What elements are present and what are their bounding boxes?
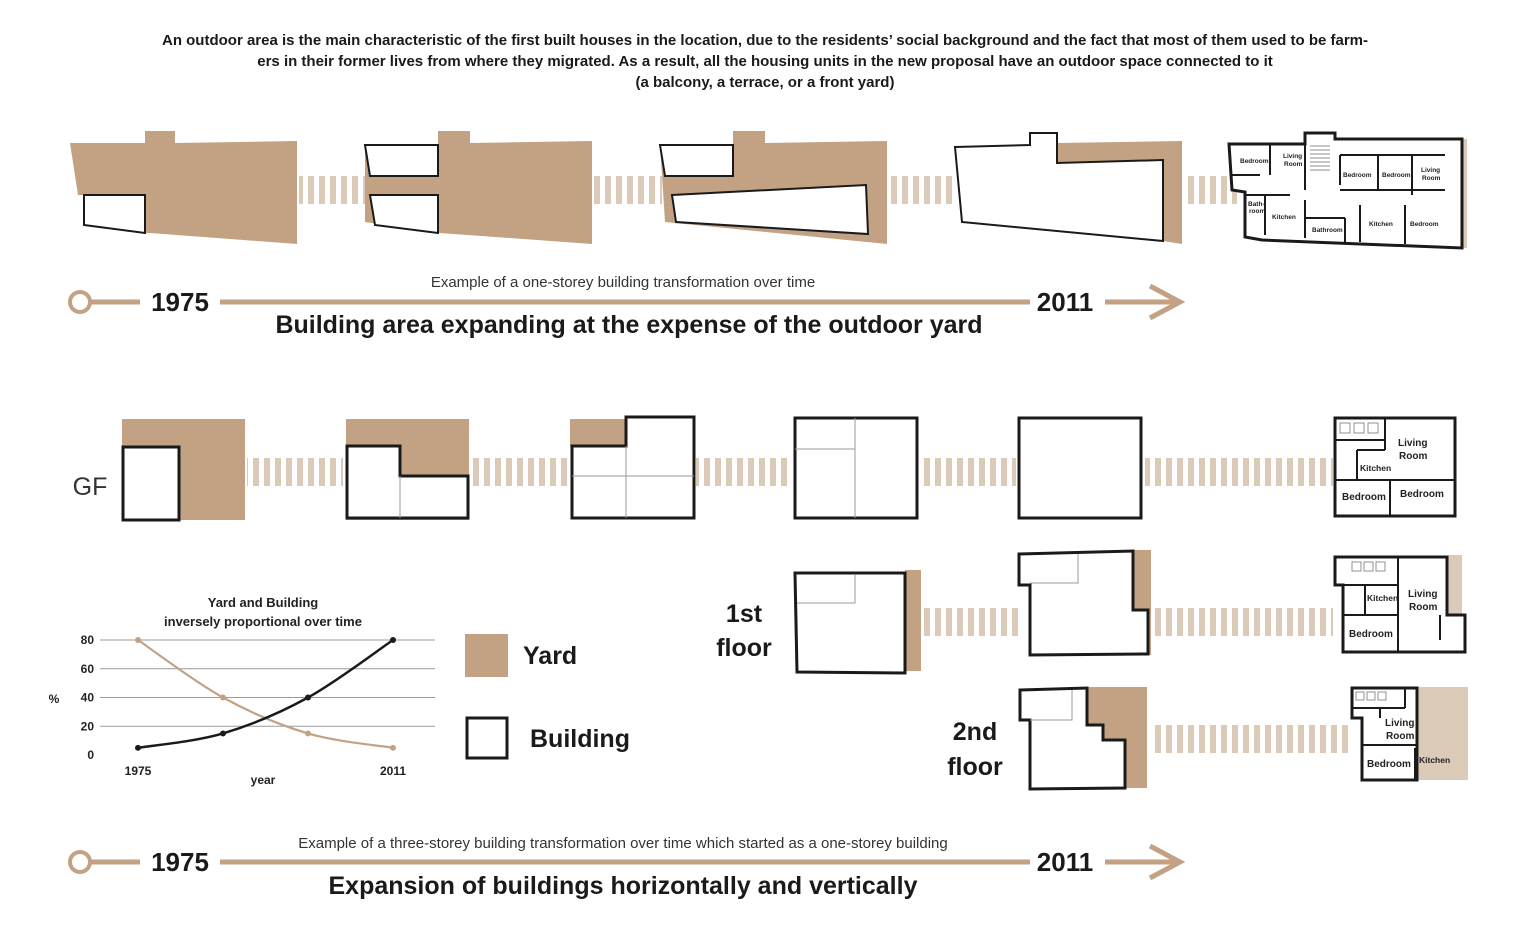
gf-plan-kitchen: Kitchen xyxy=(1360,463,1392,473)
sf-connector xyxy=(1150,725,1350,753)
chart-x-tick-label: 1975 xyxy=(124,764,152,778)
ff-stage2 xyxy=(1019,550,1151,655)
section2-start-year: 1975 xyxy=(151,847,209,877)
plan5-label-bedroom-4: Bedroom xyxy=(1410,221,1439,228)
gf-final-floorplan xyxy=(1335,418,1455,516)
plan2-building-b xyxy=(370,195,438,233)
chart-point-yard xyxy=(135,637,141,643)
chart-point-building xyxy=(220,730,226,736)
chart-y-tick-label: 40 xyxy=(80,690,94,705)
sf-plan-living-b: Room xyxy=(1386,731,1415,742)
plan5-2011-floorplan xyxy=(1229,133,1467,248)
plan2 xyxy=(365,131,592,244)
section2-second-floor xyxy=(947,687,1468,789)
gf-stage5 xyxy=(1019,418,1141,518)
connector-1 xyxy=(299,176,367,204)
gf-connector-3 xyxy=(696,458,792,486)
section2-ground-floor xyxy=(73,417,1455,520)
connector-2 xyxy=(594,176,662,204)
gf-label: GF xyxy=(72,473,108,501)
section1-plans xyxy=(70,131,1467,248)
chart-x-tick-label: 2011 xyxy=(379,764,407,778)
intro-line-3: (a balcony, a terrace, or a front yard) xyxy=(635,74,895,91)
gf-plan-living-a: Living xyxy=(1398,438,1428,449)
plan5-label-bedroom-3: Bedroom xyxy=(1382,172,1411,179)
gf4-building xyxy=(795,418,917,518)
ff1-building xyxy=(795,573,905,673)
plan5-label-living-2a: Living xyxy=(1421,167,1441,174)
gf-connector-5 xyxy=(1145,458,1333,486)
section1-subtitle: Example of a one-storey building transformation over time xyxy=(430,274,816,291)
section2-timeline xyxy=(70,835,1180,900)
ff-plan-kitchen: Kitchen xyxy=(1367,593,1399,603)
chart-ylabel: % xyxy=(48,692,60,706)
chart-y-tick-label: 60 xyxy=(80,661,94,676)
plan5-label-living-1b: Room xyxy=(1284,161,1303,168)
plan1-building xyxy=(84,195,145,233)
section1-start-year: 1975 xyxy=(151,287,209,317)
plan5-label-bath-b: room xyxy=(1249,208,1266,215)
chart-xlabel: year xyxy=(250,773,276,787)
legend-yard-swatch xyxy=(465,634,508,677)
ff1-yard xyxy=(905,570,921,671)
gf3-yard xyxy=(570,419,626,447)
second-floor-label-2: floor xyxy=(947,753,1003,781)
plan3 xyxy=(660,131,887,244)
gf1-building xyxy=(123,447,179,520)
section2-first-floor xyxy=(716,550,1465,673)
plan4 xyxy=(955,133,1182,244)
section2-heading: Expansion of buildings horizontally and vertically xyxy=(328,872,918,900)
plan2-building-a xyxy=(365,145,438,176)
sf-plan-terrace xyxy=(1418,687,1468,780)
timeline1-start-marker xyxy=(70,292,90,312)
timeline2-start-marker xyxy=(70,852,90,872)
chart-point-building xyxy=(135,745,141,751)
chart-point-yard xyxy=(220,695,226,701)
gf-connector-1 xyxy=(247,458,343,486)
plan3-building-a xyxy=(660,145,733,176)
gf5-building xyxy=(1019,418,1141,518)
chart-y-tick-label: 20 xyxy=(80,719,94,734)
gf-stage3 xyxy=(570,417,694,518)
plan5-label-bathroom: Bathroom xyxy=(1312,227,1343,234)
plan5-label-living-2b: Room xyxy=(1422,175,1441,182)
legend xyxy=(465,634,630,758)
section1-end-year: 2011 xyxy=(1036,287,1094,317)
yard-building-chart xyxy=(49,595,435,787)
sf-plan-kitchen: Kitchen xyxy=(1419,755,1451,765)
legend-building-swatch xyxy=(467,718,507,758)
chart-y-tick-label: 0 xyxy=(87,748,94,762)
gf-stage2 xyxy=(346,419,469,520)
ff-final-floorplan xyxy=(1335,555,1465,652)
chart-y-tick-label: 80 xyxy=(80,633,94,647)
gf-plan-living-b: Room xyxy=(1399,451,1428,462)
chart-point-yard xyxy=(305,730,311,736)
section2-end-year: 2011 xyxy=(1036,847,1094,877)
sf-stage xyxy=(1020,687,1147,789)
section1-timeline xyxy=(70,274,1180,339)
ff-plan-living-b: Room xyxy=(1409,602,1438,613)
gf-plan-bedroom-1: Bedroom xyxy=(1342,492,1386,503)
gf-plan-bedroom-2: Bedroom xyxy=(1400,489,1444,500)
intro-line-2: ers in their former lives from where they migrated. As a result, all the housing units in the new proposal have an outdoor space connected to it xyxy=(257,53,1273,70)
plan5-label-bedroom-1: Bedroom xyxy=(1240,158,1269,165)
legend-building-label: Building xyxy=(530,725,630,753)
chart-point-building xyxy=(390,637,396,643)
ff-connector-1 xyxy=(924,608,1020,636)
ff-plan-living-a: Living xyxy=(1408,589,1438,600)
section1-heading: Building area expanding at the expense of the outdoor yard xyxy=(275,311,983,339)
plan5-label-bedroom-2: Bedroom xyxy=(1343,172,1372,179)
ff2-building xyxy=(1019,551,1148,655)
chart-point-yard xyxy=(390,745,396,751)
plan5-label-bath-a: Bath- xyxy=(1248,201,1265,208)
gf-stage1 xyxy=(122,419,245,520)
plan5-label-kitchen-1: Kitchen xyxy=(1272,214,1296,221)
intro-line-1: An outdoor area is the main characteristic of the first built houses in the location, due to the residents’ social background and the fact that most of them used to be farm- xyxy=(161,32,1368,49)
chart-series-line-yard xyxy=(138,640,393,748)
plan5-label-kitchen-2: Kitchen xyxy=(1369,221,1393,228)
ff-plan-balcony xyxy=(1448,555,1462,617)
sf-plan-living-a: Living xyxy=(1385,718,1415,729)
sf-final-floorplan xyxy=(1352,687,1468,780)
connector-4 xyxy=(1185,176,1237,204)
first-floor-label-2: floor xyxy=(716,634,772,662)
second-floor-label-1: 2nd xyxy=(952,718,998,746)
gf-stage4 xyxy=(795,418,917,518)
plan1-1975 xyxy=(70,131,297,244)
section2-subtitle: Example of a three-storey building transformation over time which started as a one-storey building xyxy=(298,835,948,852)
first-floor-label-1: 1st xyxy=(725,600,763,628)
plan5-label-living-1a: Living xyxy=(1283,153,1303,160)
chart-y-ticks xyxy=(81,633,95,762)
chart-series-line-building xyxy=(138,640,393,748)
gf-connector-2 xyxy=(472,458,568,486)
ff-stage1 xyxy=(795,570,921,673)
ff-connector-2 xyxy=(1153,608,1333,636)
sf-plan-bedroom: Bedroom xyxy=(1367,759,1411,770)
connector-3 xyxy=(889,176,957,204)
legend-yard-label: Yard xyxy=(523,642,578,670)
chart-series xyxy=(135,637,396,751)
chart-title-line-2: inversely proportional over time xyxy=(164,614,362,629)
plan5-stairs xyxy=(1310,146,1330,170)
chart-point-building xyxy=(305,695,311,701)
chart-grid xyxy=(100,640,435,726)
ff-plan-bedroom: Bedroom xyxy=(1349,629,1393,640)
gf-connector-4 xyxy=(920,458,1016,486)
chart-title-line-1: Yard and Building xyxy=(207,595,319,610)
